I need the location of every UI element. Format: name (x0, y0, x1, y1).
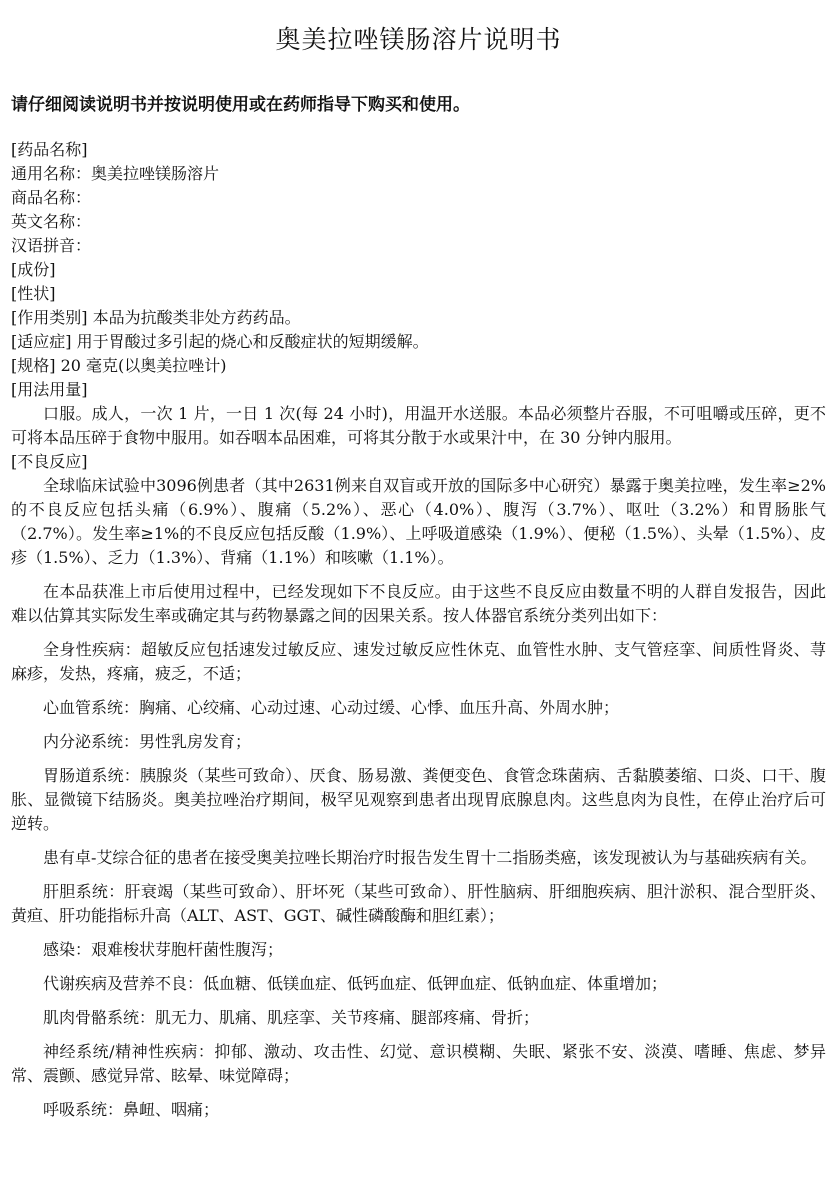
musculoskeletal-paragraph: 肌肉骨骼系统：肌无力、肌痛、肌痉挛、关节疼痛、腿部疼痛、骨折； (43, 1008, 540, 1027)
english-name: 英文名称： (11, 212, 92, 231)
infection-paragraph: 感染：艰难梭状芽胞杆菌性腹泻； (43, 940, 284, 959)
neuro-paragraph: 神经系统/精神性疾病：抑郁、激动、攻击性、幻觉、意识模糊、失眠、紧张不安、淡漠、嗜睡、焦虑、梦异常、震颤、感觉异常、眩晕、味觉障碍； (11, 1042, 826, 1085)
drug-name-header: [药品名称] (11, 140, 88, 159)
document-body (11, 138, 826, 1122)
metabolic-paragraph: 代谢疾病及营养不良：低血糖、低镁血症、低钙血症、低钾血症、低钠血症、体重增加； (43, 974, 668, 993)
zollinger-paragraph: 患有卓-艾综合征的患者在接受奥美拉唑长期治疗时报告发生胃十二指肠类癌，该发现被认为与基础疾病有关。 (43, 848, 817, 867)
pinyin-name: 汉语拼音： (11, 236, 92, 255)
generic-name: 通用名称：奥美拉唑镁肠溶片 (11, 164, 220, 183)
gi-paragraph: 胃肠道系统：胰腺炎（某些可致命）、厌食、肠易激、粪便变色、食管念珠菌病、舌黏膜萎缩、口炎、口干、腹胀、显微镜下结肠炎。奥美拉唑治疗期间，极罕见观察到患者出现胃底腺息肉。这些息肉为良性，在停止治疗后可逆转。 (11, 766, 826, 833)
endocrine-paragraph: 内分泌系统：男性乳房发育； (43, 732, 252, 751)
adverse-trial-paragraph: 全球临床试验中3096例患者（其中2631例来自双盲或开放的国际多中心研究）暴露于奥美拉唑，发生率≥2%的不良反应包括头痛（6.9%）、腹痛（5.2%）、恶心（4.0%）、腹泻（3.7%）、呕吐（3.2%）和胃肠胀气（2.7%）。发生率≥1%的不良反应包括反酸（1.9%）、上呼吸道感染（1.9%）、便秘（1.5%）、头晕（1.5%）、皮疹（1.5%）、乏力（1.3%）、背痛（1.1%）和咳嗽（1.1%）。 (11, 476, 826, 567)
hepatobiliary-paragraph: 肝胆系统：肝衰竭（某些可致命）、肝坏死（某些可致命）、肝性脑病、肝细胞疾病、胆汁淤积、混合型肝炎、黄疸、肝功能指标升高（ALT、AST、GGT、碱性磷酸酶和胆红素）； (11, 882, 826, 925)
document-title: 奥美拉唑镁肠溶片说明书 (275, 25, 562, 54)
specification-line: [规格] 20 毫克(以奥美拉唑计) (11, 356, 227, 375)
indications-line: [适应症] 用于胃酸过多引起的烧心和反酸症状的短期缓解。 (11, 332, 429, 351)
category-line: [作用类别] 本品为抗酸类非处方药药品。 (11, 308, 301, 327)
cardio-paragraph: 心血管系统：胸痛、心绞痛、心动过速、心动过缓、心悸、血压升高、外周水肿； (43, 698, 620, 717)
reading-notice: 请仔细阅读说明书并按说明使用或在药师指导下购买和使用。 (11, 95, 470, 115)
trade-name: 商品名称： (11, 188, 92, 207)
usage-paragraph: 口服。成人，一次 1 片，一日 1 次(每 24 小时)，用温开水送服。本品必须整片吞服，不可咀嚼或压碎，更不可将本品压碎于食物中服用。如吞咽本品困难，可将其分散于水或果汁中，在 30 分钟内服用。 (11, 404, 826, 447)
adverse-post-paragraph: 在本品获准上市后使用过程中，已经发现如下不良反应。由于这些不良反应由数量不明的人群自发报告，因此难以估算其实际发生率或确定其与药物暴露之间的因果关系。按人体器官系统分类列出如下： (11, 582, 826, 625)
ingredients-header: [成份] (11, 260, 56, 279)
respiratory-paragraph: 呼吸系统：鼻衄、咽痛； (43, 1100, 220, 1119)
usage-header: [用法用量] (11, 380, 88, 399)
adverse-header: [不良反应] (11, 452, 88, 471)
systemic-paragraph: 全身性疾病：超敏反应包括速发过敏反应、速发过敏反应性休克、血管性水肿、支气管痉挛、间质性肾炎、荨麻疹，发热，疼痛，疲乏，不适； (11, 640, 826, 683)
character-header: [性状] (11, 284, 56, 303)
